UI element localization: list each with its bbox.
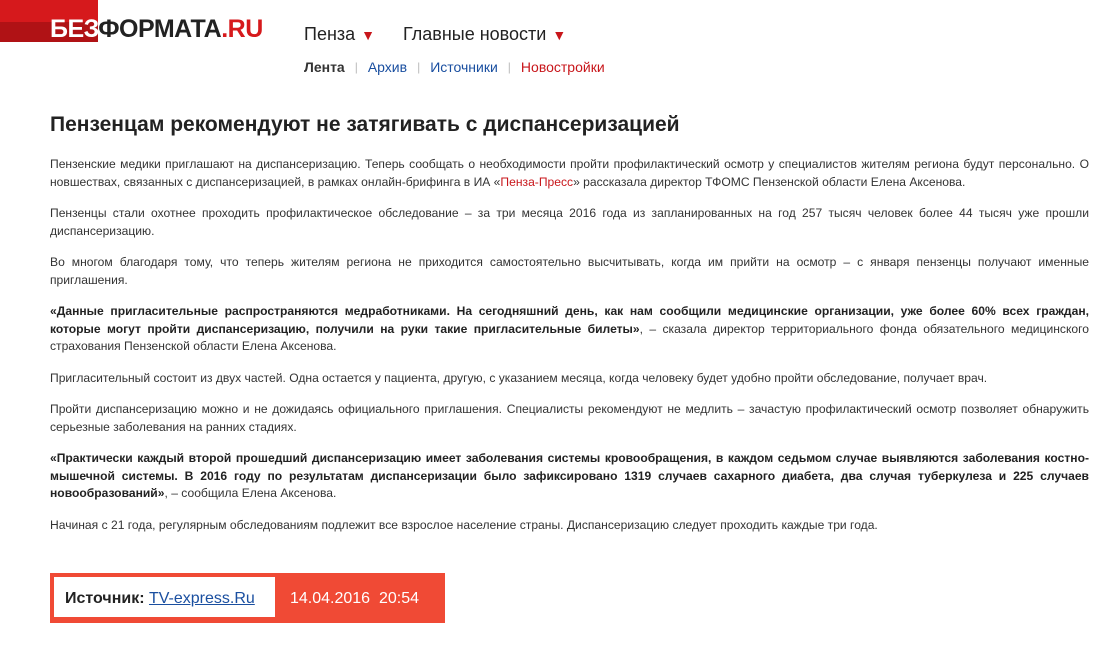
chevron-down-icon: ▼ — [552, 27, 567, 43]
quote-text: «Практически каждый второй прошедший диспансеризацию имеет заболевания системы кровообращения, в каждом седьмом случае выявляются заболевания костно-мышечной системы. В 2016 году по результатам диспансеризации было зафиксировано 1319 случаев сахарного диабета, два случая туберкулеза и 225 случаев новообразований» — [50, 451, 1089, 500]
quote-text: «Данные пригласительные распространяются медработниками. На сегодняшний день, как нам сообщили медицинские организации, уже более 60% всех граждан, которые могут пройти диспансеризацию, получили на руки такие пригласительные билеты» — [50, 304, 1089, 336]
publish-time: 20:54 — [378, 590, 420, 607]
article-paragraph: Пензенцы стали охотнее проходить профилактическое обследование – за три месяца 2016 года из запланированных на год 257 тысяч человек более 44 тысяч уже прошли диспансеризацию. — [50, 206, 1089, 238]
nav-link-sources[interactable]: Источники — [430, 59, 498, 75]
publish-date: 14.04.2016 — [290, 590, 371, 607]
nav-separator: | — [417, 60, 421, 74]
article-paragraph: Начиная с 21 года, регулярным обследованиям подлежит все взрослое население страны. Диспансеризацию следует проходить каждые три года. — [50, 517, 878, 532]
article-paragraph: Пригласительный состоит из двух частей. Одна остается у пациента, другую, с указанием месяца, когда человеку будет удобно пройти обследование, получает врач. — [50, 370, 988, 385]
article-paragraph — [50, 303, 1089, 356]
source-label: Источник: — [65, 590, 145, 607]
paragraph-text: , – сказала директор территориального фонда обязательного медицинского страхования Пензенской области Елена Аксенова. — [50, 321, 1089, 353]
source-box — [54, 577, 275, 617]
nav-separator: | — [507, 60, 511, 74]
article-title: Пензенцам рекомендуют не затягивать с диспансеризацией — [50, 113, 680, 136]
nav-link-archive[interactable]: Архив — [367, 59, 408, 75]
article-paragraph: Во многом благодаря тому, что теперь жителям региона не приходится самостоятельно высчитывать, когда им прийти на осмотр – с января пензенцы получают именные приглашения. — [50, 255, 1089, 287]
paragraph-text: , – сообщила Елена Аксенова. — [164, 486, 337, 500]
article-paragraph: Пройти диспансеризацию можно и не дожидаясь официального приглашения. Специалисты рекомендуют не медлить – зачастую профилактический осмотр позволяет обнаружить серьезные заболевания на ранних стадиях. — [50, 402, 1089, 434]
site-logo[interactable] — [50, 15, 263, 44]
sub-nav — [304, 59, 605, 75]
chevron-down-icon: ▼ — [361, 27, 376, 43]
nav-link-new-buildings[interactable]: Новостройки — [520, 59, 605, 75]
penza-press-link[interactable]: Пенза-Пресс — [500, 174, 574, 189]
main-news-dropdown[interactable] — [403, 24, 566, 45]
nav-separator: | — [354, 60, 358, 74]
publish-datetime — [290, 590, 419, 608]
article-paragraph — [50, 450, 1089, 503]
logo-part-1: БЕЗ — [50, 15, 99, 43]
city-dropdown[interactable] — [304, 24, 375, 45]
paragraph-text: Пензенские медики приглашают на диспансеризацию. Теперь сообщать о необходимости пройти профилактический осмотр у специалистов жителям региона будут персонально. О новшествах, связанных с диспансеризацией, в рамках онлайн-брифинга в ИА « — [50, 157, 1089, 189]
paragraph-text: » рассказала директор ТФОМС Пензенской области Елена Аксенова. — [573, 174, 966, 189]
logo-part-3: .RU — [221, 15, 263, 43]
article-paragraph — [50, 156, 1089, 191]
top-nav — [304, 24, 566, 45]
article-body — [50, 156, 1089, 548]
source-link[interactable]: TV-express.Ru — [148, 590, 255, 607]
city-dropdown-label: Пенза — [304, 24, 356, 44]
source-bar — [50, 573, 445, 623]
main-news-dropdown-label: Главные новости — [403, 24, 547, 44]
logo-part-2: ФОРМАТА — [98, 15, 222, 43]
nav-link-feed[interactable]: Лента — [304, 59, 345, 75]
